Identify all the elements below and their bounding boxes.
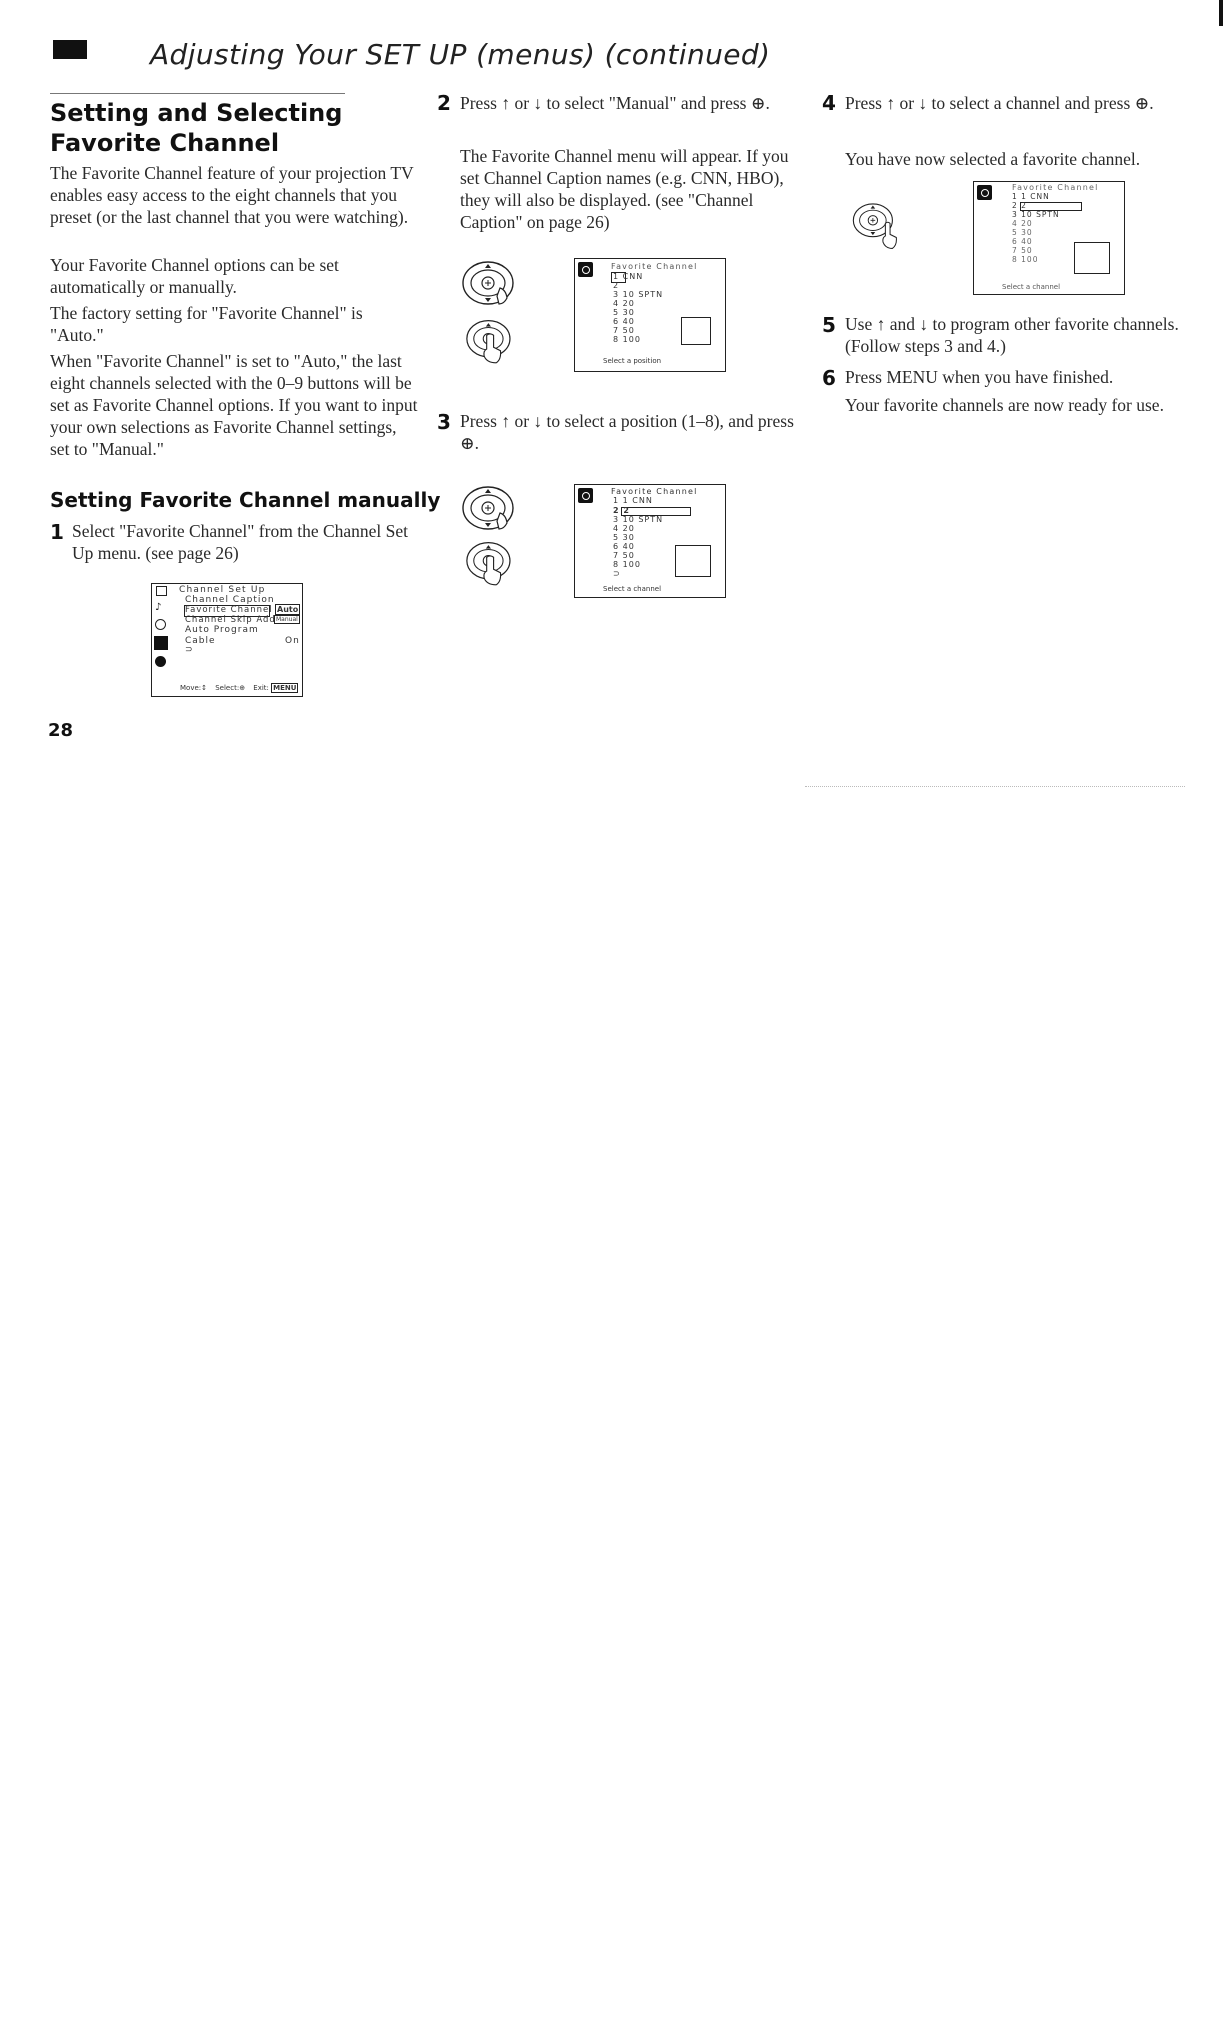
- video-icon: [156, 586, 167, 596]
- fav-screen-1-title: Favorite Channel: [611, 262, 698, 271]
- step-6-paragraph: Your favorite channels are now ready for use.: [845, 395, 1164, 415]
- setup-menu-item-caption: Channel Caption: [185, 595, 275, 605]
- menu-icon-column: [154, 586, 170, 668]
- fav-screen-3-row-4: 4 20: [1012, 219, 1033, 228]
- step-2-text: Press ↑ or ↓ to select "Manual" and press ⊕.: [460, 93, 770, 113]
- fav-screen-1-row-1: 1 CNN: [613, 272, 644, 281]
- footer-exit: Exit:: [253, 684, 269, 692]
- footer-move: Move:↕: [180, 684, 207, 692]
- fav-screen-2-row-5: 5 30: [613, 533, 635, 542]
- fav-screen-3-row-1: 1 1 CNN: [1012, 192, 1050, 201]
- fav-screen-3-row-2: 2 2: [1012, 201, 1027, 210]
- setup-menu-footer: [180, 684, 298, 692]
- picture-in-picture-window: [1074, 242, 1110, 274]
- fav-screen-2-row-1: 1 1 CNN: [613, 496, 653, 505]
- step-4-number: 4: [822, 91, 836, 115]
- remote-joystick-icon-step3: [460, 483, 522, 533]
- step-5-number: 5: [822, 313, 836, 337]
- step-5-text: Use ↑ and ↓ to program other favorite channels. (Follow steps 3 and 4.): [845, 314, 1179, 356]
- footer-menu-button: MENU: [273, 684, 297, 692]
- page-header-title: Adjusting Your SET UP (menus) (continued): [150, 38, 771, 71]
- remote-hand-press-icon-step3: [460, 540, 522, 590]
- fav-screen-2-return: ⊃: [613, 569, 621, 578]
- favorite-value-auto: Auto: [277, 605, 299, 614]
- favorite-channel-screen-3: [973, 181, 1125, 295]
- remote-hand-icon-step4: [845, 200, 907, 250]
- setup-menu-item-favorite: Favorite Channel: [185, 605, 273, 615]
- fav-screen-1-row-2: 2: [613, 281, 620, 290]
- fav-screen-2-row-4: 4 20: [613, 524, 635, 533]
- picture-in-picture-window: [675, 545, 711, 577]
- channel-menu-icon: [578, 262, 593, 277]
- intro-paragraph: The Favorite Channel feature of your projection TV enables easy access to the eight channels that you preset (or the last channel that you were watching).: [50, 163, 414, 227]
- step-1-text: Select "Favorite Channel" from the Channel Set Up menu. (see page 26): [72, 521, 409, 563]
- fav-screen-1-footer: Select a position: [603, 357, 662, 365]
- fav-screen-2-footer: Select a channel: [603, 585, 662, 593]
- fav-screen-2-row-3: 3 10 SPTN: [613, 515, 664, 524]
- fav-screen-3-row-3: 3 10 SPTN: [1012, 210, 1060, 219]
- remote-joystick-icon: [460, 258, 522, 308]
- step-2-paragraph: The Favorite Channel menu will appear. If you set Channel Caption names (e.g. CNN, HBO), they will also be displayed. (see "Channel Caption" on page 26): [460, 146, 789, 232]
- fav-screen-1-row-4: 4 20: [613, 299, 635, 308]
- return-icon: ⊃: [185, 645, 194, 655]
- fav-screen-2-title: Favorite Channel: [611, 487, 698, 496]
- setup-menu-item-skip-add: Channel Skip Add: [185, 615, 276, 625]
- scan-artifact-line: [805, 786, 1185, 787]
- section-title: Setting and Selecting Favorite Channel: [50, 99, 343, 157]
- fav-screen-3-row-5: 5 30: [1012, 228, 1033, 237]
- auto-mode-paragraph: When "Favorite Channel" is set to "Auto," the last eight channels selected with the 0–9 buttons will be set as Favorite Channel options. If you want to input your own selections as Favorite Channel settings, set to "Manual.": [50, 351, 418, 459]
- footer-select: Select:⊕: [215, 684, 246, 692]
- step-1-number: 1: [50, 520, 64, 544]
- picture-in-picture-window: [681, 317, 711, 345]
- setup-icon: [155, 656, 166, 667]
- step-6-text: Press MENU when you have finished.: [845, 367, 1114, 387]
- audio-icon: ♪: [155, 602, 162, 613]
- fav-screen-1-row-5: 5 30: [613, 308, 635, 317]
- channel-menu-icon: [578, 488, 593, 503]
- setup-menu-title: Channel Set Up: [179, 585, 266, 595]
- fav-screen-1-row-8: 8 100: [613, 335, 641, 344]
- fav-screen-3-title: Favorite Channel: [1012, 183, 1099, 192]
- fav-screen-2-row-8: 8 100: [613, 560, 641, 569]
- fav-screen-3-footer: Select a channel: [1002, 283, 1061, 291]
- step-6-number: 6: [822, 366, 836, 390]
- setup-menu-item-cable: Cable: [185, 636, 216, 646]
- step-4-paragraph: You have now selected a favorite channel.: [845, 149, 1141, 169]
- fav-screen-2-row-6: 6 40: [613, 542, 635, 551]
- options-paragraph: Your Favorite Channel options can be set automatically or manually.: [50, 255, 339, 297]
- favorite-channel-screen-1: [574, 258, 726, 372]
- timer-icon: [155, 619, 166, 630]
- header-marker: [53, 40, 87, 59]
- fav-screen-1-row-3: 3 10 SPTN: [613, 290, 664, 299]
- step-3-text: Press ↑ or ↓ to select a position (1–8), and press ⊕.: [460, 411, 794, 453]
- fav-screen-3-row-7: 7 50: [1012, 246, 1033, 255]
- step-2-number: 2: [437, 91, 451, 115]
- channel-icon: [154, 636, 168, 650]
- fav-screen-2-row-2: 2 2: [613, 506, 630, 515]
- fav-screen-1-row-7: 7 50: [613, 326, 635, 335]
- setup-menu-item-auto-program: Auto Program: [185, 625, 259, 635]
- channel-setup-screen: [151, 583, 303, 697]
- edge-mark: [1219, 0, 1223, 26]
- fav-screen-3-row-6: 6 40: [1012, 237, 1033, 246]
- step-4-text: Press ↑ or ↓ to select a channel and press ⊕.: [845, 93, 1154, 113]
- remote-hand-press-icon: [460, 318, 522, 368]
- favorite-value-manual: Manual: [276, 616, 298, 623]
- fav-screen-1-row-6: 6 40: [613, 317, 635, 326]
- cable-value: On: [285, 636, 300, 646]
- factory-setting-paragraph: The factory setting for "Favorite Channel" is "Auto.": [50, 303, 363, 345]
- favorite-channel-screen-2: [574, 484, 726, 598]
- step-3-number: 3: [437, 410, 451, 434]
- section-rule: [50, 93, 345, 94]
- fav-screen-3-row-8: 8 100: [1012, 255, 1039, 264]
- subsection-title: Setting Favorite Channel manually: [50, 488, 441, 512]
- page-number: 28: [48, 720, 74, 741]
- fav-screen-2-row-7: 7 50: [613, 551, 635, 560]
- channel-menu-icon: [977, 185, 992, 200]
